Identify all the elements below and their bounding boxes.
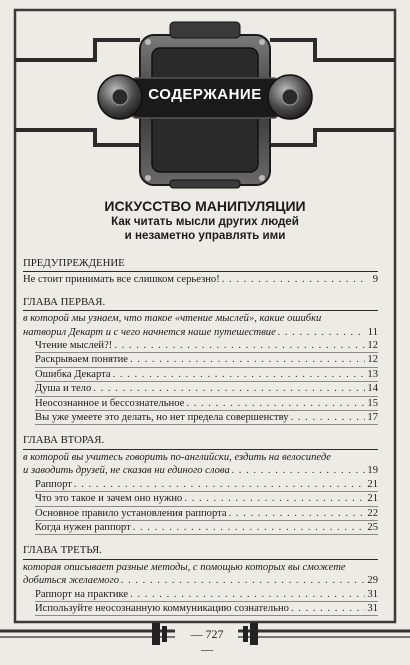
entry-title: Не стоит принимать все слишком серьезно! [23, 274, 220, 286]
chapter-entry[interactable] [23, 464, 378, 477]
subsection-list [35, 588, 378, 617]
entry-page: 29 [367, 575, 378, 587]
entry-title: Раппорт на практике [35, 588, 129, 600]
dot-leader [291, 411, 366, 424]
entry-title: Основное правило установления раппорта [35, 507, 227, 519]
list-item[interactable] [35, 588, 378, 602]
dot-leader [232, 464, 366, 477]
page-number: — 727 — [190, 627, 224, 656]
book-subtitle-line-2: и незаметно управлять ими [124, 229, 286, 242]
book-subtitle-line-1: Как читать мысли других людей [111, 215, 299, 228]
list-item[interactable] [35, 382, 378, 396]
dot-leader [278, 326, 366, 339]
entry-page: 15 [367, 397, 378, 409]
dot-leader [133, 521, 366, 534]
entry-page: 11 [367, 326, 378, 338]
left-gear-icon [98, 75, 142, 119]
entry-page: 9 [372, 274, 378, 286]
dot-leader [291, 602, 365, 615]
list-item[interactable] [35, 521, 378, 535]
footer-connector-right-icon [243, 623, 258, 645]
entry-page: 22 [367, 507, 378, 519]
chapter-heading: ГЛАВА ТРЕТЬЯ. [23, 544, 102, 557]
entry-page: 21 [367, 478, 378, 490]
toc-section-preface [23, 257, 378, 287]
book-title-block [0, 198, 410, 243]
dot-leader [229, 507, 366, 520]
chapter-heading: ГЛАВА ПЕРВАЯ. [23, 295, 106, 308]
chapter-heading: ГЛАВА ВТОРАЯ. [23, 434, 105, 447]
entry-title: Неосознанное и бессознательное [35, 397, 185, 409]
entry-page: 19 [367, 465, 378, 477]
entry-page: 25 [367, 521, 378, 533]
list-item[interactable] [35, 478, 378, 492]
chapter-description-line-1: в которой вы учитесь говорить по-английски, ездить на велосипеде [23, 451, 332, 463]
entry-title: Раскрываем понятие [35, 354, 128, 366]
heading-divider [23, 449, 378, 450]
entry-page: 31 [367, 602, 378, 614]
chapter-description-line-2: добиться желаемого [23, 575, 120, 587]
dot-leader [130, 353, 365, 366]
entry-title: Когда нужен раппорт [35, 521, 131, 533]
list-item[interactable] [35, 492, 378, 506]
dot-leader [184, 492, 365, 505]
entry-title: Используйте неосознанную коммуникацию сознательно [35, 602, 289, 614]
entry-page: 31 [367, 588, 378, 600]
chapter-description-line-2: натворил Декарт и с чего начнется наше путешествие [23, 326, 276, 338]
dot-leader [93, 382, 365, 395]
chapter-entry[interactable] [23, 574, 378, 587]
right-gear-icon [268, 75, 312, 119]
subsection-list [35, 339, 378, 425]
heading-divider [23, 559, 378, 560]
list-item[interactable] [35, 602, 378, 616]
dot-leader [74, 478, 366, 491]
dot-leader [222, 273, 366, 286]
entry-page: 12 [367, 340, 378, 352]
list-item[interactable] [35, 411, 378, 425]
entry-title: Что это такое и зачем оно нужно [35, 493, 183, 505]
entry-title: Душа и тело [35, 383, 92, 395]
section-header-title: СОДЕРЖАНИЕ [148, 86, 262, 103]
section-heading: ПРЕДУПРЕЖДЕНИЕ [23, 257, 125, 269]
entry-page: 17 [367, 412, 378, 424]
list-item[interactable] [35, 368, 378, 382]
dot-leader [113, 368, 366, 381]
table-of-contents [23, 257, 378, 625]
entry-page: 14 [367, 383, 378, 395]
entry-title: Раппорт [35, 478, 72, 490]
entry-page: 21 [367, 493, 378, 505]
entry-title: Вы уже умеете это делать, но нет предела совершенству [35, 412, 289, 424]
list-item[interactable] [35, 339, 378, 353]
book-title: ИСКУССТВО МАНИПУЛЯЦИИ [104, 198, 306, 214]
subsection-list [35, 478, 378, 536]
heading-divider [23, 271, 378, 272]
entry-title: Чтение мыслей?! [35, 340, 113, 352]
chapter-description-line-1: в которой мы узнаем, что такое «чтение мыслей», какие ошибки [23, 313, 322, 325]
chapter-description-line-1: которая описывает разные методы, с помощью которых вы сможете [23, 561, 346, 573]
list-item[interactable] [35, 353, 378, 367]
entry-page: 13 [367, 368, 378, 380]
entry-title: Ошибка Декарта [35, 368, 111, 380]
list-item[interactable] [35, 507, 378, 521]
dot-leader [121, 574, 365, 587]
footer-connector-left-icon [152, 623, 167, 645]
toc-entry[interactable] [23, 273, 378, 286]
dot-leader [130, 588, 365, 601]
list-item[interactable] [35, 397, 378, 411]
dot-leader [186, 397, 365, 410]
heading-divider [23, 310, 378, 311]
entry-page: 12 [367, 354, 378, 366]
chapter-entry[interactable] [23, 326, 378, 339]
dot-leader [114, 339, 365, 352]
toc-section-chapter-1 [23, 296, 378, 426]
toc-section-chapter-2 [23, 434, 378, 535]
toc-section-chapter-3 [23, 544, 378, 616]
chapter-description-line-2: и заводить друзей, не сказав ни единого слова [23, 465, 230, 477]
